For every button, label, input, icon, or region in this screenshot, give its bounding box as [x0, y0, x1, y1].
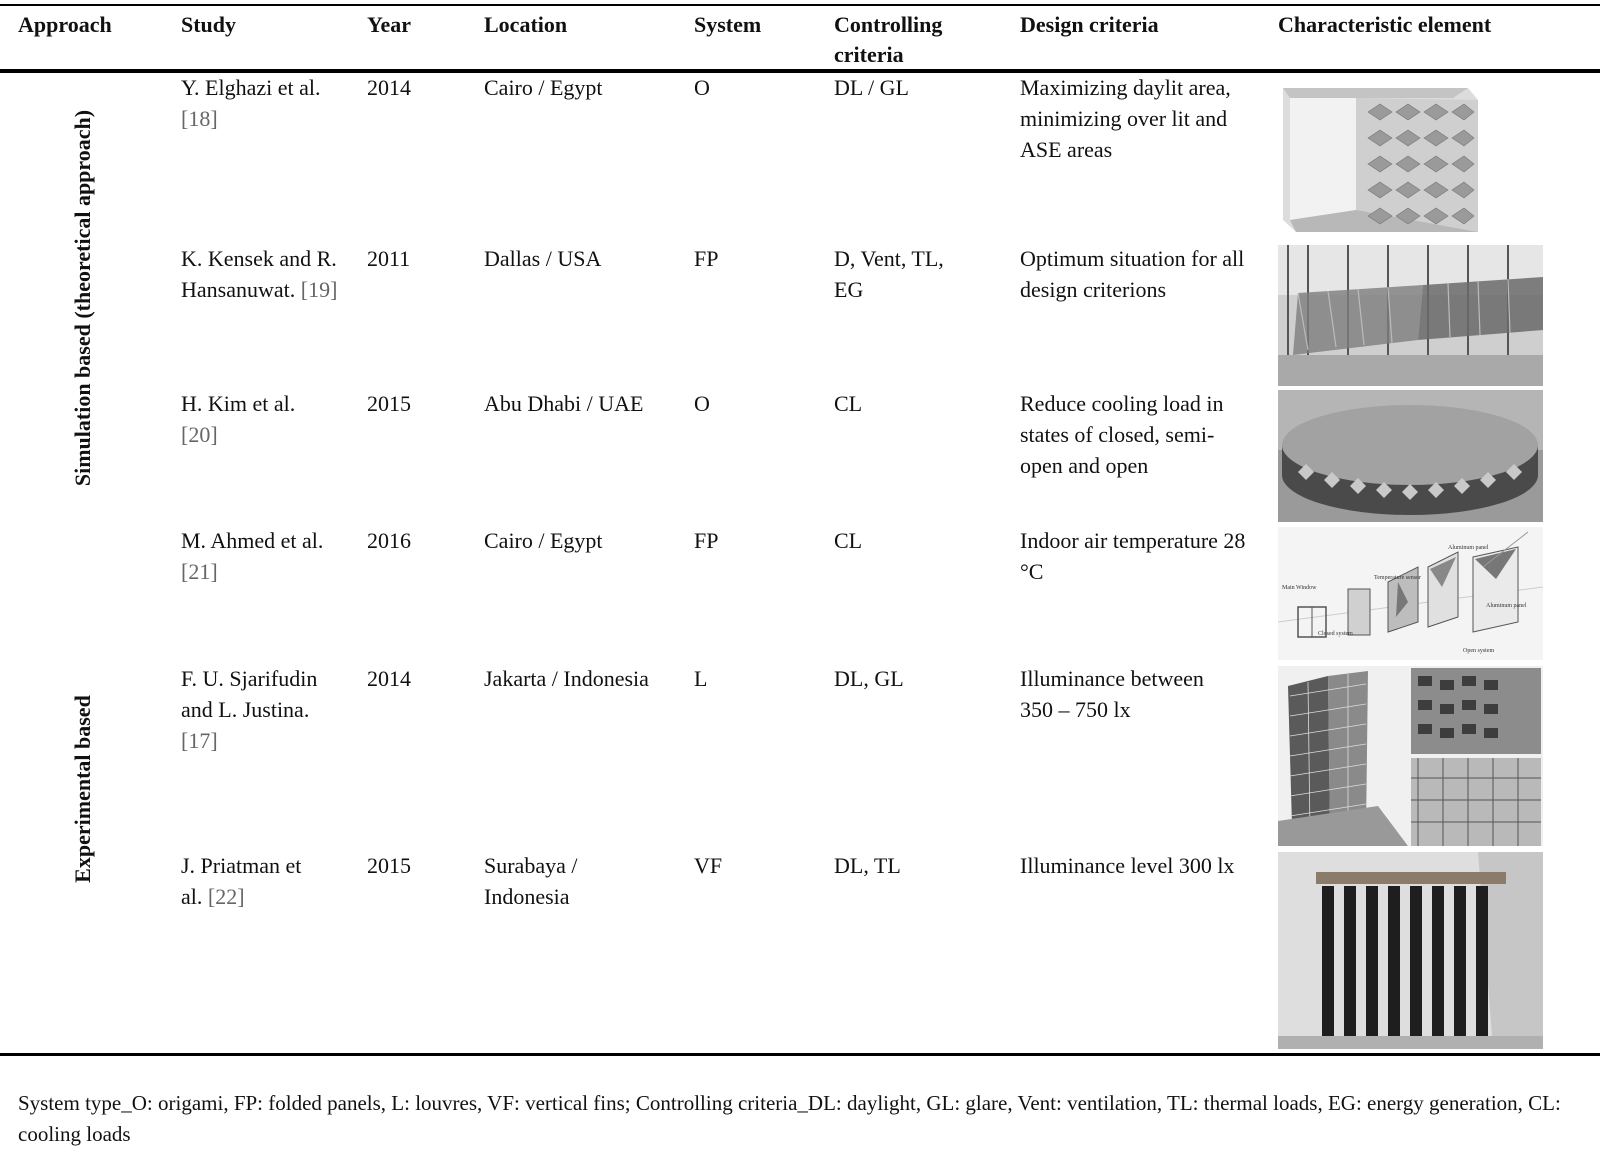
header-design: Design criteria — [1020, 12, 1159, 37]
row-1-system: O — [694, 75, 710, 100]
header-location: Location — [484, 12, 568, 37]
image-vertical-fins — [1278, 852, 1543, 1049]
header-approach: Approach — [18, 12, 112, 37]
row-2-controlling: D, Vent, TL, EG — [834, 246, 944, 302]
row-6-ref[interactable]: 22 — [215, 884, 238, 909]
label-temperature-sensor: Temperature sensor — [1374, 575, 1422, 581]
bottom-rule — [0, 1053, 1600, 1056]
row-1-study: Y. Elghazi et al. [18] — [181, 75, 321, 131]
row-1-design: Maximizing daylit area, minimizing over lit and ASE areas — [1020, 75, 1231, 162]
top-rule — [0, 4, 1600, 6]
row-4-system: FP — [694, 528, 719, 553]
image-folded-panel-diagram — [1278, 527, 1543, 660]
row-5-design: Illuminance between 350 – 750 lx — [1020, 666, 1204, 722]
row-6-system: VF — [694, 853, 723, 878]
row-2-design: Optimum situation for all design criterions — [1020, 246, 1245, 302]
row-3-design: Reduce cooling load in states of closed, semi-open and open — [1020, 391, 1224, 478]
row-4-study: M. Ahmed et al. [21] — [181, 528, 324, 584]
header-controlling: Controlling criteria — [834, 12, 943, 67]
label-closed-system: Closed system — [1318, 631, 1353, 637]
label-open-system: Open system — [1463, 648, 1495, 654]
row-1-location: Cairo / Egypt — [484, 75, 603, 100]
row-1-controlling: DL / GL — [834, 75, 909, 100]
row-4-design: Indoor air temperature 28 °C — [1020, 528, 1246, 584]
row-5-ref[interactable]: 17 — [188, 728, 211, 753]
row-2-ref[interactable]: 19 — [308, 277, 331, 302]
row-3-ref[interactable]: 20 — [188, 422, 211, 447]
approach-simulation: Simulation based (theoretical approach) — [70, 109, 95, 487]
header-year: Year — [367, 12, 411, 37]
header-system: System — [694, 12, 762, 37]
row-6-controlling: DL, TL — [834, 853, 901, 878]
row-4-year: 2016 — [367, 528, 411, 553]
image-folded-panels — [1278, 245, 1543, 386]
header-element: Characteristic element — [1278, 12, 1492, 37]
image-origami-box — [1278, 82, 1483, 240]
label-aluminum-panel-2: Aluminum panel — [1486, 603, 1527, 609]
row-4-ref[interactable]: 21 — [188, 559, 211, 584]
image-origami-disc — [1278, 390, 1543, 522]
row-3-system: O — [694, 391, 710, 416]
row-3-study: H. Kim et al. [20] — [181, 391, 296, 447]
row-6-design: Illuminance level 300 lx — [1020, 853, 1235, 878]
label-main-window: Main Window — [1282, 585, 1317, 591]
row-6-location: Surabaya / Indonesia — [484, 853, 578, 909]
row-3-year: 2015 — [367, 391, 411, 416]
row-4-location: Cairo / Egypt — [484, 528, 603, 553]
row-6-study: J. Priatman et al. [22] — [181, 853, 302, 909]
row-2-system: FP — [694, 246, 719, 271]
row-5-year: 2014 — [367, 666, 411, 691]
row-2-year: 2011 — [367, 246, 411, 271]
table-footnote: System type_O: origami, FP: folded panels, L: louvres, VF: vertical fins; Controlling criteria_DL: daylight, GL: glare, Vent: ventilation, TL: thermal loads, EG: energy generation, CL: cooling loads — [18, 1091, 1561, 1146]
row-6-year: 2015 — [367, 853, 411, 878]
label-aluminum-panel: Aluminum panel — [1448, 545, 1489, 551]
row-3-controlling: CL — [834, 391, 863, 416]
row-5-study: F. U. Sjarifudin and L. Justina. [17] — [181, 666, 318, 753]
row-1-ref[interactable]: 18 — [188, 106, 211, 131]
row-1-year: 2014 — [367, 75, 411, 100]
row-3-location: Abu Dhabi / UAE — [484, 391, 644, 416]
row-5-controlling: DL, GL — [834, 666, 904, 691]
header-study: Study — [181, 12, 237, 37]
row-2-study: K. Kensek and R. Hansanuwat. [19] — [181, 246, 338, 302]
row-5-system: L — [694, 666, 708, 691]
image-louvre-towers — [1278, 666, 1543, 846]
approach-experimental: Experimental based — [70, 695, 95, 883]
row-5-location: Jakarta / Indonesia — [484, 666, 649, 691]
row-2-location: Dallas / USA — [484, 246, 602, 271]
row-4-controlling: CL — [834, 528, 863, 553]
